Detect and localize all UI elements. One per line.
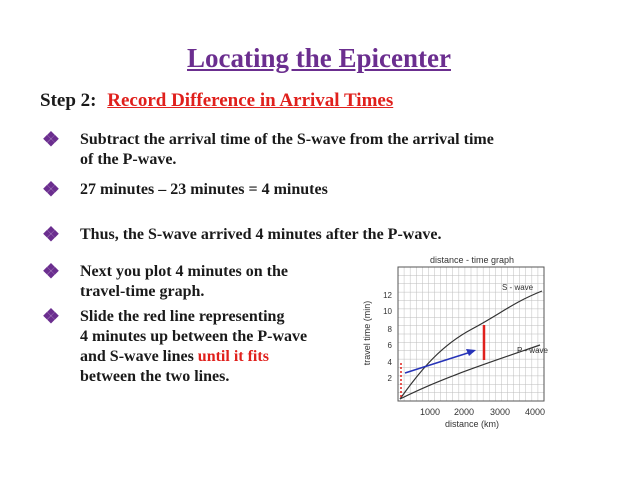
y-axis-label: travel time (min) [362,300,372,366]
step-heading [40,90,393,112]
y-tick-label: 8 [387,325,392,334]
bullet-line-text: and S-wave lines [80,348,198,365]
y-tick-label: 12 [383,291,392,300]
bullet-line: Slide the red line representing [80,308,285,325]
x-axis-label: distance (km) [444,419,500,429]
step-label: Step 2: [40,90,97,111]
highlight-text: until it fits [197,348,269,365]
bullet-line: Thus, the S-wave arrived 4 minutes after the P-wave. [80,226,442,243]
x-tick-label: 1000 [419,407,441,417]
x-tick-label: 2000 [453,407,475,417]
x-tick-label: 3000 [489,407,511,417]
diamond-bullet-icon: ❖ [42,224,60,246]
step-title: Record Difference in Arrival Times [107,90,394,111]
bullet-line: travel-time graph. [80,283,205,300]
bullet-line: of the P-wave. [80,151,177,168]
bullet-line: Next you plot 4 minutes on the [80,263,289,280]
bullet-line: 4 minutes up between the P-wave [80,328,308,345]
bullet-line [80,347,307,367]
travel-time-graph [362,253,558,433]
bullet-line: Subtract the arrival time of the S-wave from the arrival time [80,131,494,148]
diamond-bullet-icon: ❖ [42,179,60,201]
bullet-line: 27 minutes – 23 minutes = 4 minutes [80,181,328,198]
y-tick-label: 10 [383,307,392,316]
x-tick-label: 4000 [524,407,546,417]
diamond-bullet-icon: ❖ [42,261,60,283]
y-tick-label: 4 [387,358,392,367]
graph-title: distance - time graph [429,255,515,265]
bullet-line: between the two lines. [80,368,230,385]
p-wave-label: P - wave [517,346,548,355]
y-tick-label: 2 [387,374,392,383]
s-wave-label: S - wave [502,283,534,292]
diamond-bullet-icon: ❖ [42,129,60,151]
diamond-bullet-icon: ❖ [42,306,60,328]
y-tick-label: 6 [387,341,392,350]
slide-title: Locating the Epicenter [187,43,451,73]
slide-direction-arrow [405,351,474,373]
